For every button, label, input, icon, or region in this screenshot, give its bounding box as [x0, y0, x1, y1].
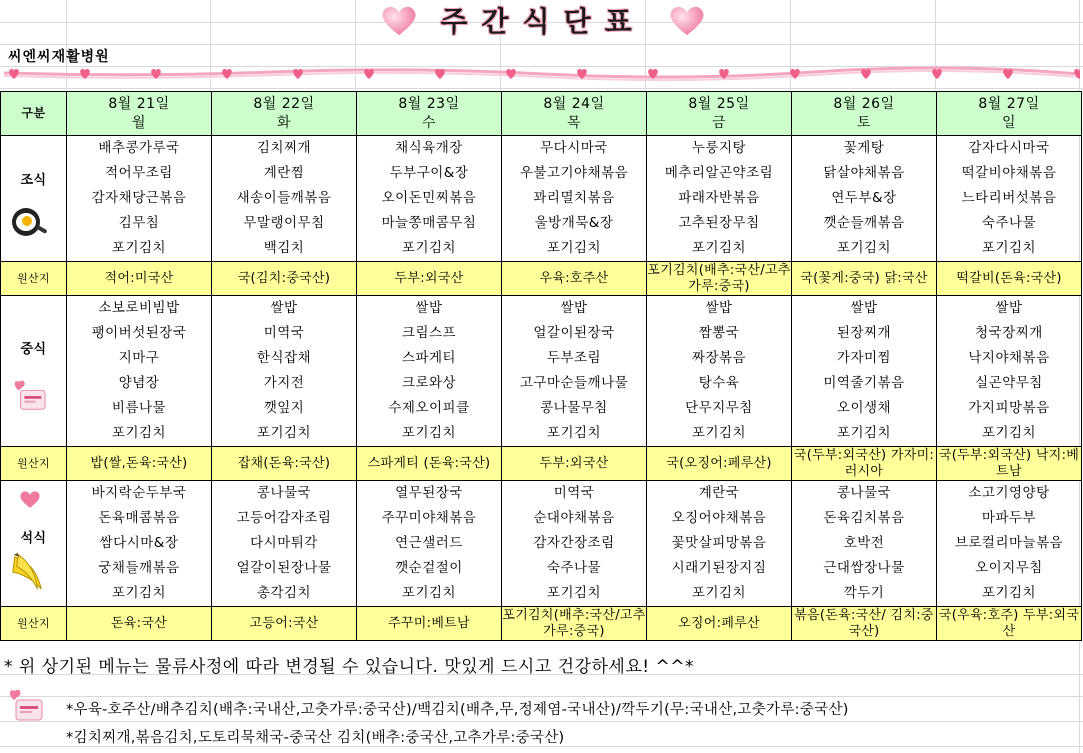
menu-item: 포기김치 — [212, 421, 357, 447]
day-weekday: 목 — [566, 114, 582, 131]
menu-item: 메추리알곤약조림 — [647, 161, 792, 186]
heart-icon — [790, 69, 800, 79]
menu-item: 오이생채 — [792, 396, 937, 421]
menu-item: 비름나물 — [67, 396, 212, 421]
page-title: 주간식단표 — [440, 5, 646, 38]
menu-item: 청국장찌개 — [937, 321, 1082, 346]
menu-item: 가자미찜 — [792, 346, 937, 371]
menu-item: 크림스프 — [357, 321, 502, 346]
menu-item: 오이지무침 — [937, 556, 1082, 581]
breakfast-origin-row — [1, 262, 1082, 296]
day-weekday: 수 — [421, 114, 437, 131]
menu-item: 백김치 — [212, 236, 357, 262]
dinner-menu-row — [1, 581, 1082, 607]
origin-cell: 오징어:페루산 — [647, 607, 792, 641]
menu-item: 깻순겉절이 — [357, 556, 502, 581]
dinner-menu-row — [1, 506, 1082, 531]
dinner-label-box — [1, 481, 66, 606]
menu-item: 마파두부 — [937, 506, 1082, 531]
menu-item: 돈육김치볶음 — [792, 506, 937, 531]
menu-item: 포기김치 — [67, 421, 212, 447]
menu-item: 총각김치 — [212, 581, 357, 607]
menu-item: 숙주나물 — [937, 211, 1082, 236]
origin-cell: 포기김치(배추:국산/고추가루:중국) — [647, 262, 791, 294]
origin-cell: 밥(쌀,돈육:국산) — [67, 447, 212, 481]
origin-cell: 주꾸미:베트남 — [357, 607, 502, 641]
heart-icon — [506, 69, 516, 79]
fried-egg-icon — [9, 205, 49, 248]
menu-item: 콩나물국 — [792, 481, 937, 507]
menu-item: 숙주나물 — [502, 556, 647, 581]
menu-item: 포기김치 — [647, 581, 792, 607]
gift-card-icon — [4, 688, 46, 724]
menu-item: 계란국 — [647, 481, 792, 507]
menu-item: 포기김치 — [502, 581, 647, 607]
menu-item: 얼갈이된장나물 — [212, 556, 357, 581]
menu-item: 포기김치 — [937, 236, 1082, 262]
footnote-line: *우육-호주산/배추김치(배추:국내산,고춧가루:중국산)/백김치(배추,무,정제염-국내산)/깍두기(무:국내산,고춧가루:중국산) — [66, 702, 849, 718]
menu-item: 깻잎지 — [212, 396, 357, 421]
menu-item: 계란찜 — [212, 161, 357, 186]
menu-item: 포기김치 — [357, 421, 502, 447]
menu-item: 열무된장국 — [357, 481, 502, 507]
menu-item: 바지락순두부국 — [67, 481, 212, 507]
heart-icon — [577, 69, 587, 79]
menu-item: 쌀밥 — [212, 296, 357, 322]
origin-cell: 우육:호주산 — [502, 262, 647, 296]
day-date: 8월 24일 — [543, 95, 605, 112]
menu-item: 된장찌개 — [792, 321, 937, 346]
menu-item: 마늘쫑매콤무침 — [357, 211, 502, 236]
menu-item: 울방개묵&장 — [502, 211, 647, 236]
menu-item: 콩나물무침 — [502, 396, 647, 421]
menu-item: 호박전 — [792, 531, 937, 556]
menu-item: 근대쌈장나물 — [792, 556, 937, 581]
gift-card-icon — [9, 379, 49, 422]
menu-item: 수제오이피클 — [357, 396, 502, 421]
breakfast-menu-row — [1, 136, 1082, 162]
menu-item: 고추된장무침 — [647, 211, 792, 236]
dinner-menu-row — [1, 556, 1082, 581]
menu-item: 쌀밥 — [937, 296, 1082, 322]
day-date: 8월 23일 — [398, 95, 460, 112]
menu-item: 소보로비빔밥 — [67, 296, 212, 322]
origin-cell: 두부:외국산 — [502, 447, 647, 481]
origin-cell: 돈육:국산 — [67, 607, 212, 641]
menu-item: 김무침 — [67, 211, 212, 236]
menu-item: 포기김치 — [647, 236, 792, 262]
header-label: 구분 — [1, 92, 67, 136]
lunch-menu-row — [1, 321, 1082, 346]
day-weekday: 금 — [711, 114, 727, 131]
lunch-label-cell — [1, 296, 67, 447]
breakfast-menu-row — [1, 186, 1082, 211]
menu-item: 포기김치 — [357, 581, 502, 607]
menu-item: 소고기영양탕 — [937, 481, 1082, 507]
menu-item: 돈육매콤볶음 — [67, 506, 212, 531]
menu-item: 탕수육 — [647, 371, 792, 396]
menu-item: 포기김치 — [937, 581, 1082, 607]
menu-item: 포기김치 — [647, 421, 792, 447]
menu-item: 무말랭이무침 — [212, 211, 357, 236]
menu-item: 콩나물국 — [212, 481, 357, 507]
origin-cell: 스파게티 (돈육:국산) — [357, 447, 502, 481]
day-header — [937, 92, 1082, 136]
menu-item: 궁채들깨볶음 — [67, 556, 212, 581]
origin-label: 원산지 — [1, 607, 67, 641]
menu-item: 우불고기야채볶음 — [502, 161, 647, 186]
menu-item: 미역국 — [212, 321, 357, 346]
menu-item: 깻순들깨볶음 — [792, 211, 937, 236]
menu-item: 고등어감자조림 — [212, 506, 357, 531]
menu-item: 주꾸미야채볶음 — [357, 506, 502, 531]
menu-item: 새송이들깨볶음 — [212, 186, 357, 211]
origin-cell: 포기김치(배추:국산/고추가루:중국) — [502, 607, 646, 639]
menu-item: 지마구 — [67, 346, 212, 371]
lunch-menu-row — [1, 296, 1082, 322]
menu-item: 연근샐러드 — [357, 531, 502, 556]
menu-item: 감자다시마국 — [937, 136, 1082, 162]
origin-cell: 두부:외국산 — [357, 262, 502, 296]
menu-item: 짜장볶음 — [647, 346, 792, 371]
breakfast-menu-row — [1, 236, 1082, 262]
menu-item: 김치찌개 — [212, 136, 357, 162]
dinner-menu-row — [1, 531, 1082, 556]
menu-item: 포기김치 — [792, 421, 937, 447]
banana-icon — [9, 551, 47, 602]
menu-item: 누룽지탕 — [647, 136, 792, 162]
origin-cell: 떡갈비(돈육:국산) — [937, 262, 1082, 296]
heart-icon — [668, 3, 706, 37]
menu-item: 감자채당근볶음 — [67, 186, 212, 211]
menu-item: 단무지무침 — [647, 396, 792, 421]
title-banner — [0, 0, 1083, 44]
breakfast-label-cell — [1, 136, 67, 262]
day-header — [792, 92, 937, 136]
menu-item: 쌀밥 — [502, 296, 647, 322]
menu-item: 포기김치 — [502, 421, 647, 447]
menu-item: 짬뽕국 — [647, 321, 792, 346]
menu-item: 닭살야채볶음 — [792, 161, 937, 186]
menu-item: 한식잡채 — [212, 346, 357, 371]
day-header — [357, 92, 502, 136]
origin-cell: 국(김치:중국산) — [212, 262, 357, 296]
origin-cell: 적어:미국산 — [67, 262, 212, 296]
menu-item: 순대야채볶음 — [502, 506, 647, 531]
menu-item: 파래자반볶음 — [647, 186, 792, 211]
breakfast-menu-row — [1, 211, 1082, 236]
menu-item: 쌀밥 — [357, 296, 502, 322]
menu-item: 배추콩가루국 — [67, 136, 212, 162]
menu-item: 스파게티 — [357, 346, 502, 371]
menu-item: 포기김치 — [67, 581, 212, 607]
day-date: 8월 22일 — [253, 95, 315, 112]
breakfast-label-box — [1, 136, 66, 261]
origin-cell: 국(우육:호주) 두부:외국산 — [937, 607, 1082, 641]
day-header — [647, 92, 792, 136]
menu-item: 포기김치 — [502, 236, 647, 262]
day-date: 8월 27일 — [978, 95, 1040, 112]
menu-item: 쌀밥 — [647, 296, 792, 322]
menu-item: 적어무조림 — [67, 161, 212, 186]
origin-cell: 국(꽃게:중국) 닭:국산 — [792, 262, 937, 296]
heart-icon — [380, 3, 418, 37]
origin-cell: 국(두부:외국산) 낙지:베트남 — [937, 447, 1082, 481]
menu-item: 쌈다시마&장 — [67, 531, 212, 556]
menu-item: 쌀밥 — [792, 296, 937, 322]
heart-ribbon-divider — [4, 64, 1080, 84]
menu-item: 꽃게탕 — [792, 136, 937, 162]
menu-item: 감자간장조림 — [502, 531, 647, 556]
menu-item: 꽈리멸치볶음 — [502, 186, 647, 211]
header-row — [1, 92, 1082, 136]
menu-item: 양념장 — [67, 371, 212, 396]
origin-cell: 볶음(돈육:국산/ 김치:중국산) — [792, 607, 937, 641]
lunch-menu-row — [1, 421, 1082, 447]
origin-cell: 국(오징어:페루산) — [647, 447, 792, 481]
menu-item: 가지전 — [212, 371, 357, 396]
menu-item: 채식육개장 — [357, 136, 502, 162]
menu-item: 실곤약무침 — [937, 371, 1082, 396]
origin-cell: 잡채(돈육:국산) — [212, 447, 357, 481]
menu-item: 포기김치 — [357, 236, 502, 262]
day-header — [67, 92, 212, 136]
lunch-label-box — [1, 296, 66, 446]
meal-label: 중식 — [20, 342, 47, 357]
menu-item: 오징어야채볶음 — [647, 506, 792, 531]
heart-icon — [9, 69, 19, 79]
menu-item: 포기김치 — [937, 421, 1082, 447]
menu-item: 가지피망볶음 — [937, 396, 1082, 421]
meal-label: 석식 — [20, 531, 47, 546]
menu-item: 미역줄기볶음 — [792, 371, 937, 396]
lunch-menu-row — [1, 396, 1082, 421]
menu-item: 고구마순들깨나물 — [502, 371, 647, 396]
day-weekday: 월 — [131, 114, 147, 131]
menu-item: 포기김치 — [67, 236, 212, 262]
menu-item: 깍두기 — [792, 581, 937, 607]
menu-item: 팽이버섯된장국 — [67, 321, 212, 346]
footnote-line: *김치찌개,볶음김치,도토리묵채국-중국산 김치(배추:중국산,고추가루:중국산) — [66, 730, 565, 746]
weekly-menu-table — [0, 91, 1082, 641]
menu-item: 얼갈이된장국 — [502, 321, 647, 346]
menu-item: 다시마튀각 — [212, 531, 357, 556]
menu-item: 두부구이&장 — [357, 161, 502, 186]
menu-item: 시래기된장지짐 — [647, 556, 792, 581]
day-weekday: 토 — [856, 114, 872, 131]
day-date: 8월 21일 — [108, 95, 170, 112]
menu-item: 꽃맛살피망볶음 — [647, 531, 792, 556]
lunch-menu-row — [1, 371, 1082, 396]
menu-item: 포기김치 — [792, 236, 937, 262]
menu-item: 크로와상 — [357, 371, 502, 396]
menu-item: 떡갈비야채볶음 — [937, 161, 1082, 186]
menu-item: 낙지야채볶음 — [937, 346, 1082, 371]
menu-item: 연두부&장 — [792, 186, 937, 211]
menu-item: 브로컬리마늘볶음 — [937, 531, 1082, 556]
day-date: 8월 25일 — [688, 95, 750, 112]
day-date: 8월 26일 — [833, 95, 895, 112]
day-weekday: 화 — [276, 114, 292, 131]
menu-item: 무다시마국 — [502, 136, 647, 162]
day-header — [212, 92, 357, 136]
menu-item: 두부조림 — [502, 346, 647, 371]
menu-item: 미역국 — [502, 481, 647, 507]
meal-label: 조식 — [20, 173, 47, 188]
lunch-origin-row — [1, 447, 1082, 481]
dinner-label-cell — [1, 481, 67, 607]
day-header — [502, 92, 647, 136]
menu-item: 느타리버섯볶음 — [937, 186, 1082, 211]
heart-icon — [19, 489, 41, 518]
breakfast-menu-row — [1, 161, 1082, 186]
origin-cell: 국(두부:외국산) 가자미:러시아 — [792, 447, 937, 481]
origin-cell: 고등어:국산 — [212, 607, 357, 641]
day-weekday: 일 — [1001, 114, 1017, 131]
dinner-menu-row — [1, 481, 1082, 507]
notice-text: * 위 상기된 메뉴는 물류사정에 따라 변경될 수 있습니다. 맛있게 드시고 건강하세요! ^^* — [4, 657, 694, 677]
origin-label: 원산지 — [1, 447, 67, 481]
menu-item: 오이돈민찌볶음 — [357, 186, 502, 211]
hospital-name: 씨엔씨재활병원 — [8, 49, 110, 65]
lunch-menu-row — [1, 346, 1082, 371]
dinner-origin-row — [1, 607, 1082, 641]
origin-label: 원산지 — [1, 262, 67, 296]
